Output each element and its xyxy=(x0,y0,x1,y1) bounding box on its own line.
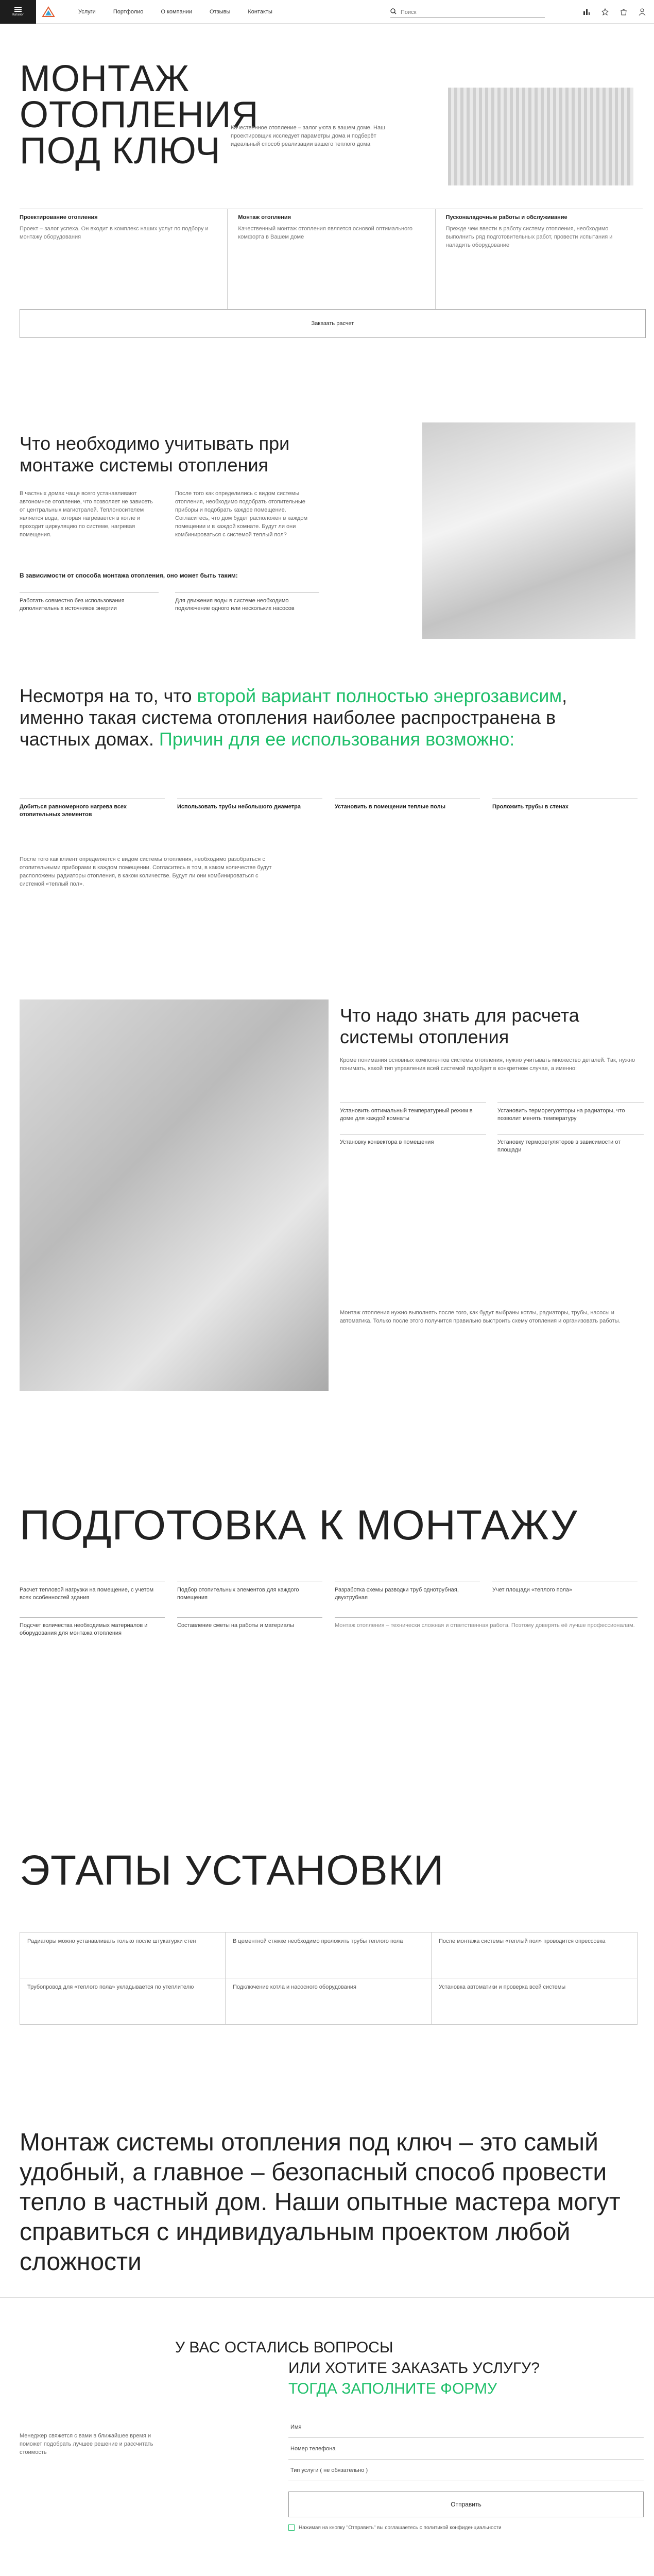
card-title: Проектирование отопления xyxy=(20,214,98,221)
variant-section xyxy=(0,685,654,887)
summary-title: Монтаж системы отопления под ключ – это самый удобный, а главное – безопасный способ провести тепло в частный дом. Наши опытные мастера могут справиться с индивидуальным проектом любой сложности xyxy=(20,2129,621,2276)
heading-part: , именно такая система отопления наиболее распространена в частных домах. xyxy=(20,685,567,750)
hero-text: Качественное отопление – залог уюта в вашем доме. Наш проектировщик исследует параметры дома и подберёт идеальный способ реализации вашего теплого дома xyxy=(231,125,385,147)
user-icon[interactable] xyxy=(638,7,647,16)
calc-item: Установить оптимальный температурный режим в доме для каждой комнаты xyxy=(340,1103,486,1123)
stages-section xyxy=(0,1847,654,2076)
order-calc-button[interactable]: Заказать расчет xyxy=(20,309,646,338)
nav-services[interactable]: Услуги xyxy=(78,9,96,15)
stage-item: Радиаторы можно устанавливать только после штукатурки стен xyxy=(20,1932,226,1978)
heading-part: Несмотря на то, что xyxy=(20,685,197,706)
consent-text: Нажимая на кнопку "Отправить" вы соглашаетесь с политикой конфиденциальности xyxy=(299,2524,502,2531)
stage-item: В цементной стяжке необходимо проложить трубы теплого пола xyxy=(226,1932,432,1978)
section-title: Что необходимо учитывать при монтаже системы отопления xyxy=(20,433,290,476)
nav-contacts[interactable]: Контакты xyxy=(248,9,272,15)
calc-section xyxy=(0,999,654,1391)
calc-item: Установку терморегуляторов в зависимости от площади xyxy=(497,1134,644,1154)
section-title: ЭТАПЫ УСТАНОВКИ xyxy=(20,1847,444,1894)
paragraph: После того как определились с видом системы отопления, необходимо подобрать отопительные приборы и подобрать каждое помещение. Согласитесь, что дом будет расположен в каждом помещении и в каждой комнате. Будут ли они комбинироваться с системой теплый пол? xyxy=(175,490,308,538)
section-title: Что надо знать для расчета системы отопления xyxy=(340,1005,579,1047)
consent-checkbox[interactable] xyxy=(288,2524,295,2531)
woman-window-image xyxy=(422,422,635,639)
catalog-label: Каталог xyxy=(12,13,24,16)
reason-item: Добиться равномерного нагрева всех отопительных элементов xyxy=(20,799,165,819)
reason-item: Проложить трубы в стенах xyxy=(492,799,638,819)
calc-item: Установку конвектора в помещения xyxy=(340,1134,486,1154)
reason-item: Установить в помещении теплые полы xyxy=(335,799,480,819)
reason-item: Использовать трубы небольшого диаметра xyxy=(177,799,322,819)
subheading: В зависимости от способа монтажа отопления, оно может быть таким: xyxy=(20,572,238,579)
heading-highlight: второй вариант полностью энергозависим xyxy=(197,685,562,706)
catalog-menu-button[interactable] xyxy=(0,0,36,24)
card-text: Прежде чем ввести в работу систему отопления, необходимо выполнить ряд подготовительных работ, провести испытания и наладить оборудование xyxy=(445,226,613,248)
cart-icon[interactable] xyxy=(619,7,628,16)
phone-field[interactable]: Номер телефона xyxy=(288,2438,644,2460)
card-text: Проект – залог успеха. Он входит в комплекс наших услуг по подбору и монтажу оборудования xyxy=(20,226,209,240)
section-title: ПОДГОТОВКА К МОНТАЖУ xyxy=(20,1502,578,1549)
service-card xyxy=(20,209,227,309)
heading-highlight: Причин для ее использования возможно: xyxy=(159,728,515,750)
stage-item: Установка автоматики и проверка всей системы xyxy=(432,1978,638,2025)
submit-button[interactable]: Отправить xyxy=(288,2492,644,2517)
prep-item: Разработка схемы разводки труб однотрубная, двухтрубная xyxy=(335,1582,480,1602)
prep-item: Учет площади «теплого пола» xyxy=(492,1582,638,1602)
prep-item: Подбор отопительных элементов для каждого помещения xyxy=(177,1582,322,1602)
calc-item: Установить терморегуляторы на радиаторы, что позволит менять температуру xyxy=(497,1103,644,1123)
name-field[interactable]: Имя xyxy=(288,2416,644,2438)
prep-item: Составление сметы на работы и материалы xyxy=(177,1617,322,1637)
form-side-text: Менеджер свяжется с вами в ближайшее время и поможет подобрать лучшее решение и рассчитать стоимость xyxy=(20,2433,153,2455)
compare-icon[interactable] xyxy=(582,7,591,16)
hamburger-icon xyxy=(14,7,22,12)
radiator-image xyxy=(448,88,633,185)
paragraph: После того как клиент определяется с видом системы отопления, необходимо разобраться с отопительными приборами в каждом помещении. Согласитесь в том, в каком количестве будут расположены радиаторы отопления, в каком количестве. Будут ли они комбинироваться с системой «теплый пол». xyxy=(20,856,272,887)
paragraph: Кроме понимания основных компонентов системы отопления, нужно учитывать множество деталей. Так, нужно понимать, какой тип управления всей системой подойдет в конкретном случае, а именно: xyxy=(340,1057,635,1072)
service-type-select[interactable]: Тип услуги ( не обязательно ) xyxy=(288,2460,644,2481)
hero-title: МОНТАЖ ОТОПЛЕНИЯ ПОД КЛЮЧ xyxy=(20,58,259,172)
search-bar[interactable] xyxy=(390,7,545,18)
card-title: Монтаж отопления xyxy=(238,214,291,221)
service-card xyxy=(227,209,435,309)
prep-section xyxy=(0,1502,654,1752)
contact-form-section xyxy=(0,2339,654,2576)
prep-note: Монтаж отопления – технически сложная и ответственная работа. Поэтому доверять её лучше профессионалам. xyxy=(335,1617,638,1637)
form-heading-green: ТОГДА ЗАПОЛНИТЕ ФОРМУ xyxy=(288,2380,497,2397)
logo[interactable] xyxy=(39,4,58,20)
card-title: Пусконаладочные работы и обслуживание xyxy=(445,214,567,221)
option-cell: Для движения воды в системе необходимо подключение одного или нескольких насосов xyxy=(175,592,319,613)
form-heading: ИЛИ ХОТИТЕ ЗАКАЗАТЬ УСЛУГУ? xyxy=(288,2360,540,2377)
paragraph: Монтаж отопления нужно выполнять после того, как будут выбраны котлы, радиаторы, трубы, насосы и автоматика. Только после этого получится правильно выстроить схему отопления и организовать работы. xyxy=(340,1310,621,1324)
nav-portfolio[interactable]: Портфолио xyxy=(113,9,144,15)
search-icon xyxy=(390,8,397,17)
service-card xyxy=(435,209,643,309)
thermostat-image xyxy=(20,999,329,1391)
stage-item: Подключение котла и насосного оборудования xyxy=(226,1978,432,2025)
nav-reviews[interactable]: Отзывы xyxy=(210,9,231,15)
favorites-icon[interactable] xyxy=(600,7,610,16)
nav-about[interactable]: О компании xyxy=(161,9,193,15)
prep-item: Подсчет количества необходимых материалов и оборудования для монтажа отопления xyxy=(20,1617,165,1637)
stage-item: После монтажа системы «теплый пол» проводится опрессовка xyxy=(432,1932,638,1978)
stage-item: Трубопровод для «теплого пола» укладывается по утеплителю xyxy=(20,1978,226,2025)
consider-section xyxy=(0,422,654,639)
option-cell: Работать совместно без использования дополнительных источников энергии xyxy=(20,592,159,613)
card-text: Качественный монтаж отопления является основой оптимального комфорта в Вашем доме xyxy=(238,226,413,240)
search-input[interactable] xyxy=(401,9,535,15)
summary-section xyxy=(0,2128,654,2298)
prep-item: Расчет тепловой нагрузки на помещение, с учетом всех особенностей здания xyxy=(20,1582,165,1602)
form-heading: У ВАС ОСТАЛИСЬ ВОПРОСЫ xyxy=(175,2339,393,2356)
paragraph: В частных домах чаще всего устанавливают автономное отопление, что позволяет не зависеть от центральных магистралей. Теплоносителем является вода, которая нагревается в котле и проходит циркуляцию по системе, нагревая помещения. xyxy=(20,490,153,538)
